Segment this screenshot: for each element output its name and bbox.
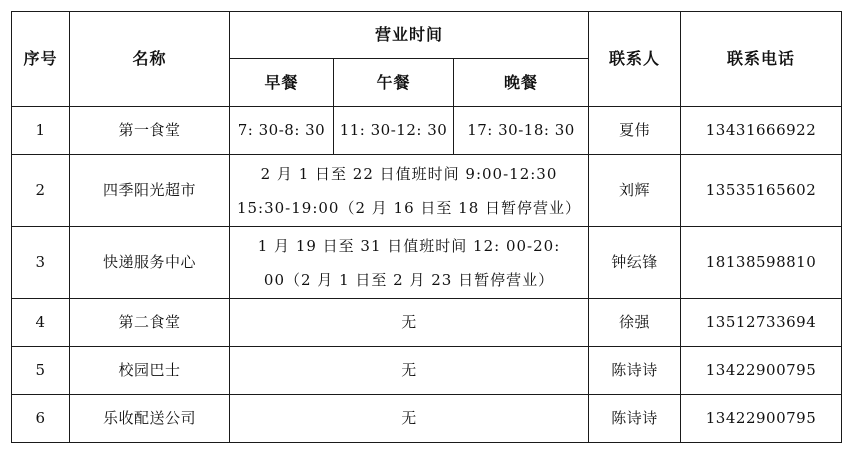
- cell-seq: 4: [12, 299, 70, 347]
- cell-hours: 无: [230, 347, 589, 395]
- cell-name: 第一食堂: [70, 107, 230, 155]
- cell-hours-line: 2 月 1 日至 22 日值班时间 9:00-12:30: [260, 164, 558, 183]
- cell-name: 快递服务中心: [70, 227, 230, 299]
- header-row: [12, 12, 842, 59]
- cell-contact: 陈诗诗: [589, 395, 681, 443]
- cell-phone: 13512733694: [681, 299, 842, 347]
- cell-hours-line: 1 月 19 日至 31 日值班时间 12: 00-20:: [257, 236, 561, 255]
- cell-hours: [230, 155, 589, 227]
- cell-name: 校园巴士: [70, 347, 230, 395]
- cell-dinner: 17: 30-18: 30: [454, 107, 589, 155]
- table-row: [12, 107, 842, 155]
- table-row: [12, 155, 842, 227]
- cell-phone: 13431666922: [681, 107, 842, 155]
- cell-name: 乐收配送公司: [70, 395, 230, 443]
- document-page: [11, 11, 842, 443]
- header-phone: 联系电话: [681, 12, 842, 107]
- cell-contact: 徐强: [589, 299, 681, 347]
- cell-seq: 2: [12, 155, 70, 227]
- cell-hours: 无: [230, 299, 589, 347]
- header-seq: 序号: [12, 12, 70, 107]
- cell-seq: 6: [12, 395, 70, 443]
- header-hours: 营业时间: [230, 12, 589, 59]
- header-dinner: 晚餐: [454, 59, 589, 107]
- cell-contact: 刘辉: [589, 155, 681, 227]
- cell-hours: 无: [230, 395, 589, 443]
- cell-seq: 3: [12, 227, 70, 299]
- cell-contact: 钟纭锋: [589, 227, 681, 299]
- cell-breakfast: 7: 30-8: 30: [230, 107, 334, 155]
- cell-seq: 1: [12, 107, 70, 155]
- cell-contact: 陈诗诗: [589, 347, 681, 395]
- cell-phone: 13422900795: [681, 347, 842, 395]
- header-name: 名称: [70, 12, 230, 107]
- table-row: [12, 299, 842, 347]
- cell-contact: 夏伟: [589, 107, 681, 155]
- table-row: [12, 395, 842, 443]
- cell-seq: 5: [12, 347, 70, 395]
- cell-hours-line: 00（2 月 1 日至 2 月 23 日暂停营业）: [263, 270, 555, 289]
- header-breakfast: 早餐: [230, 59, 334, 107]
- cell-hours-line: 15:30-19:00（2 月 16 日至 18 日暂停营业）: [236, 198, 582, 217]
- cell-name: 四季阳光超市: [70, 155, 230, 227]
- business-hours-table: [11, 11, 842, 443]
- table-row: [12, 227, 842, 299]
- cell-name: 第二食堂: [70, 299, 230, 347]
- cell-phone: 13535165602: [681, 155, 842, 227]
- cell-phone: 13422900795: [681, 395, 842, 443]
- table-row: [12, 347, 842, 395]
- header-contact: 联系人: [589, 12, 681, 107]
- cell-lunch: 11: 30-12: 30: [334, 107, 454, 155]
- cell-hours: [230, 227, 589, 299]
- cell-phone: 18138598810: [681, 227, 842, 299]
- header-lunch: 午餐: [334, 59, 454, 107]
